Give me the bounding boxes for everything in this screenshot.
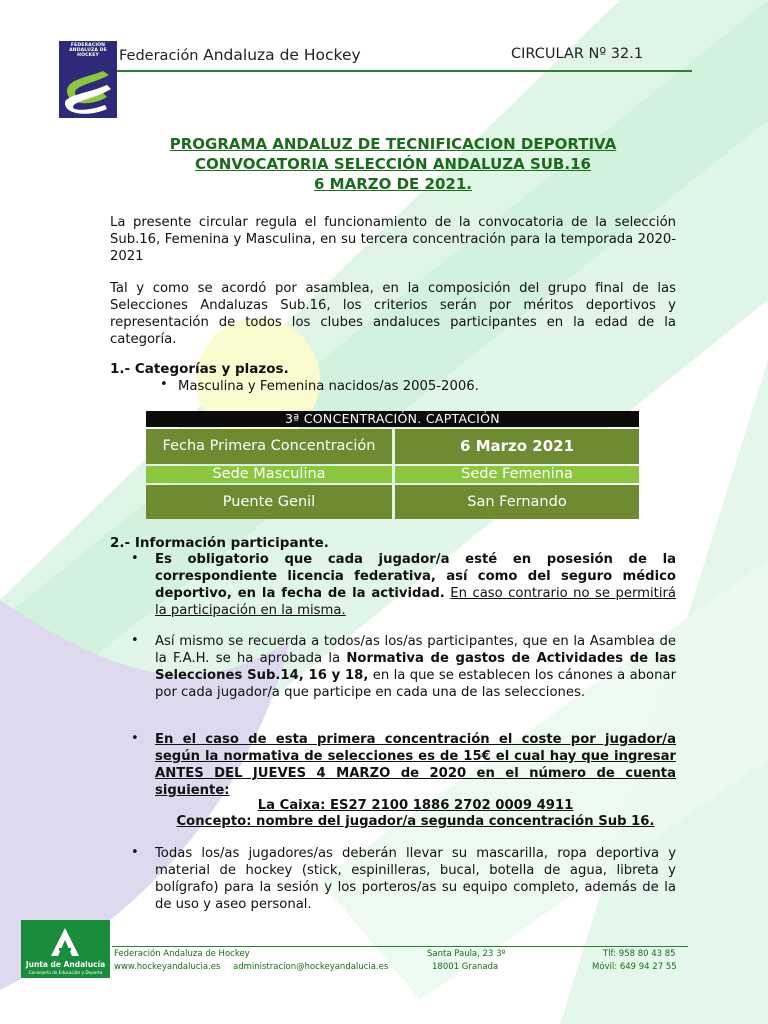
- intro-paragraph-1: La presente circular regula el funcionamiento de la convocatoria de la selección Sub.16, Femenina y Masculina, en su tercera concentración para la temporada 2020-2021: [110, 215, 676, 264]
- hockey-stick-icon: [59, 41, 117, 118]
- bullet-dot: •: [160, 377, 168, 392]
- table-cell-venue-male: Puente Genil: [146, 485, 392, 519]
- section-2-title: 2.- Información participante.: [110, 535, 329, 551]
- header-org-name: Andaluza de Hockey: [203, 46, 361, 64]
- section-2-bullet-3: En el caso de esta primera concentración el coste por jugador/a según la normativa de selecciones es de 15€ el cual hay que ingresar ANTES DEL JUEVES 4 MARZO de 2020 en el número de cuenta siguiente:: [155, 732, 676, 798]
- bullet-dot: •: [131, 731, 139, 746]
- section-1-title: 1.- Categorías y plazos.: [110, 361, 289, 377]
- footer-email[interactable]: administracion@hockeyandalucia.es: [233, 962, 389, 972]
- section-2-bullet-2: [155, 633, 676, 701]
- bullet-dot: •: [131, 633, 139, 648]
- section-1-bullet: Masculina y Femenina nacidos/as 2005-2006.: [178, 379, 479, 394]
- header-org-prefix: Federación: [119, 48, 199, 64]
- title-line-2: CONVOCATORIA SELECCIÓN ANDALUZA SUB.16: [195, 155, 591, 173]
- table-header: 3ª CONCENTRACIÓN. CAPTACIÓN: [146, 411, 639, 427]
- license-requirement: Es obligatorio que cada jugador/a esté en posesión de la correspondiente licencia federativa, así como del seguro médico deportivo, en la fecha de la actividad.: [155, 552, 676, 601]
- footer-mobile: Móvil: 649 94 27 55: [592, 962, 677, 972]
- jda-name: Junta de Andalucía: [25, 960, 106, 969]
- title-line-3: 6 MARZO DE 2021.: [314, 175, 472, 193]
- intro-paragraph-2: Tal y como se acordó por asamblea, en la composición del grupo final de las Selecciones Andaluzas Sub.16, los criterios serán por méritos deportivos y representación de todos los clubes andaluces participantes en la edad de la categoría.: [110, 281, 676, 347]
- jda-department: Consejería de Educación y Deporte: [28, 970, 103, 975]
- table-cell-date-value: 6 Marzo 2021: [395, 429, 639, 464]
- table-cell-venue-female: San Fernando: [395, 485, 639, 519]
- expenses-regulation: Normativa de gastos de Actividades de las Selecciones Sub.14, 16 y 18,: [155, 651, 676, 683]
- payment-concept: Concepto: nombre del jugador/a segunda concentración Sub 16.: [176, 814, 655, 829]
- header-organization: [119, 46, 361, 64]
- table-cell-sede-femenina: Sede Femenina: [395, 466, 639, 483]
- section-2-bullet-1: [155, 551, 676, 619]
- footer-address-1: Santa Paula, 23 3º: [427, 949, 506, 959]
- header-divider: [117, 70, 692, 72]
- assembly-text: Así mismo se recuerda a todos/as los/as participantes, que en la Asamblea de la F.A.H. se ha aprobada la: [155, 634, 676, 666]
- logo-text: FEDERACIÓN ANDALUZA DE HOCKEY: [69, 43, 107, 59]
- table-cell-sede-masculina: Sede Masculina: [146, 466, 392, 483]
- document-title: [80, 134, 706, 194]
- federation-logo: [59, 41, 117, 118]
- section-2-bullet-4: Todas los/as jugadores/as deberán llevar su mascarilla, ropa deportiva y material de hockey (stick, espinilleras, bucal, botella de agua, libreta y bolígrafo) para la sesión y los porteros/as su equipo completo, además de la de uso y aseo personal.: [155, 846, 676, 912]
- license-warning: En caso contrario no se permitirá la participación en la misma.: [155, 586, 676, 618]
- fees-text: en la que se establecen los cánones a abonar por cada jugador/a que participe en cada una de las selecciones.: [155, 668, 676, 700]
- bullet-dot: •: [131, 551, 139, 566]
- footer-divider: [112, 946, 688, 947]
- footer-org: Federación Andaluza de Hockey: [114, 949, 250, 959]
- letter-a-icon: [21, 920, 110, 960]
- junta-andalucia-logo: [21, 920, 110, 978]
- table-cell-date-label: Fecha Primera Concentración: [146, 429, 392, 464]
- footer-address-2: 18001 Granada: [432, 962, 499, 972]
- bank-account: La Caixa: ES27 2100 1886 2702 0009 4911: [257, 798, 574, 813]
- title-line-1: PROGRAMA ANDALUZ DE TECNIFICACION DEPORTIVA: [169, 135, 617, 153]
- footer-web[interactable]: www.hockeyandalucia.es: [114, 962, 221, 972]
- circular-number: CIRCULAR Nº 32.1: [511, 46, 644, 62]
- bullet-dot: •: [131, 845, 139, 860]
- footer-phone: Tlf: 958 80 43 85: [603, 949, 676, 959]
